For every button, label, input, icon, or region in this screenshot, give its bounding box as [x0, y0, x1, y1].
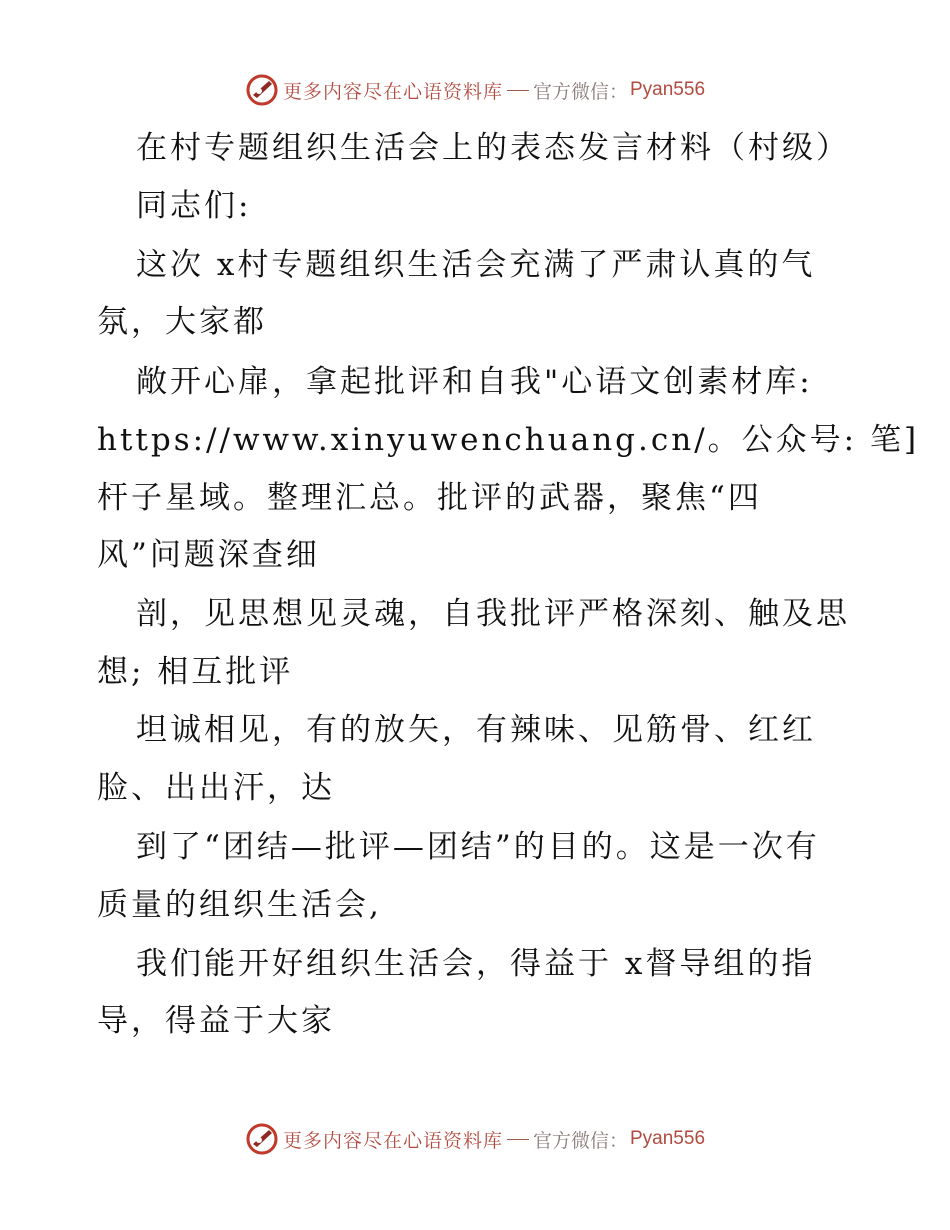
banner-divider: [507, 1139, 529, 1140]
paragraph-line: 这次 x村专题组织生活会充满了严肃认真的气: [136, 247, 816, 283]
brand-text: 更多内容尽在心语资料库: [282, 80, 503, 103]
paragraph-line: 敞开心扉，拿起批评和自我"心语文创素材库:: [136, 364, 813, 400]
paragraph-line: 到了“团结—批评—团结”的目的。这是一次有: [136, 829, 820, 865]
paragraph-line: 剖，见思想见灵魂，自我批评严格深刻、触及思: [136, 596, 850, 632]
salutation: 同志们:: [136, 188, 252, 224]
banner-divider: [507, 90, 529, 91]
document-title: 在村专题组织生活会上的表态发言材料（村级）: [136, 130, 850, 166]
wechat-label: 官方微信：: [532, 1129, 628, 1152]
wechat-label: 官方微信：: [532, 80, 628, 103]
paragraph-line: 我们能开好组织生活会，得益于 x督导组的指: [136, 946, 816, 982]
brand-logo-icon: [245, 73, 279, 107]
paragraph-line: 坦诚相见，有的放矢，有辣味、见筋骨、红红: [136, 712, 816, 748]
paragraph-line: 杆子星域。整理汇总。批评的武器，聚焦“四: [97, 480, 762, 516]
paragraph-line: 想; 相互批评: [97, 654, 294, 690]
paragraph-line: 脸、出出汗，达: [97, 770, 335, 806]
wechat-id: Pyan556: [630, 1128, 706, 1149]
paragraph-line: 质量的组织生活会,: [97, 887, 382, 923]
paragraph-line: 氛，大家都: [97, 304, 267, 340]
brand-text: 更多内容尽在心语资料库: [282, 1129, 503, 1152]
paragraph-line: https://www.xinyuwenchuang.cn/。公众号: 笔]: [97, 422, 920, 458]
header-banner: [0, 70, 950, 110]
paragraph-line: 导，得益于大家: [97, 1003, 335, 1039]
brand-logo-icon: [245, 1122, 279, 1156]
paragraph-line: 风”问题深查细: [97, 537, 320, 573]
wechat-id: Pyan556: [630, 79, 706, 100]
footer-banner: [0, 1119, 950, 1159]
